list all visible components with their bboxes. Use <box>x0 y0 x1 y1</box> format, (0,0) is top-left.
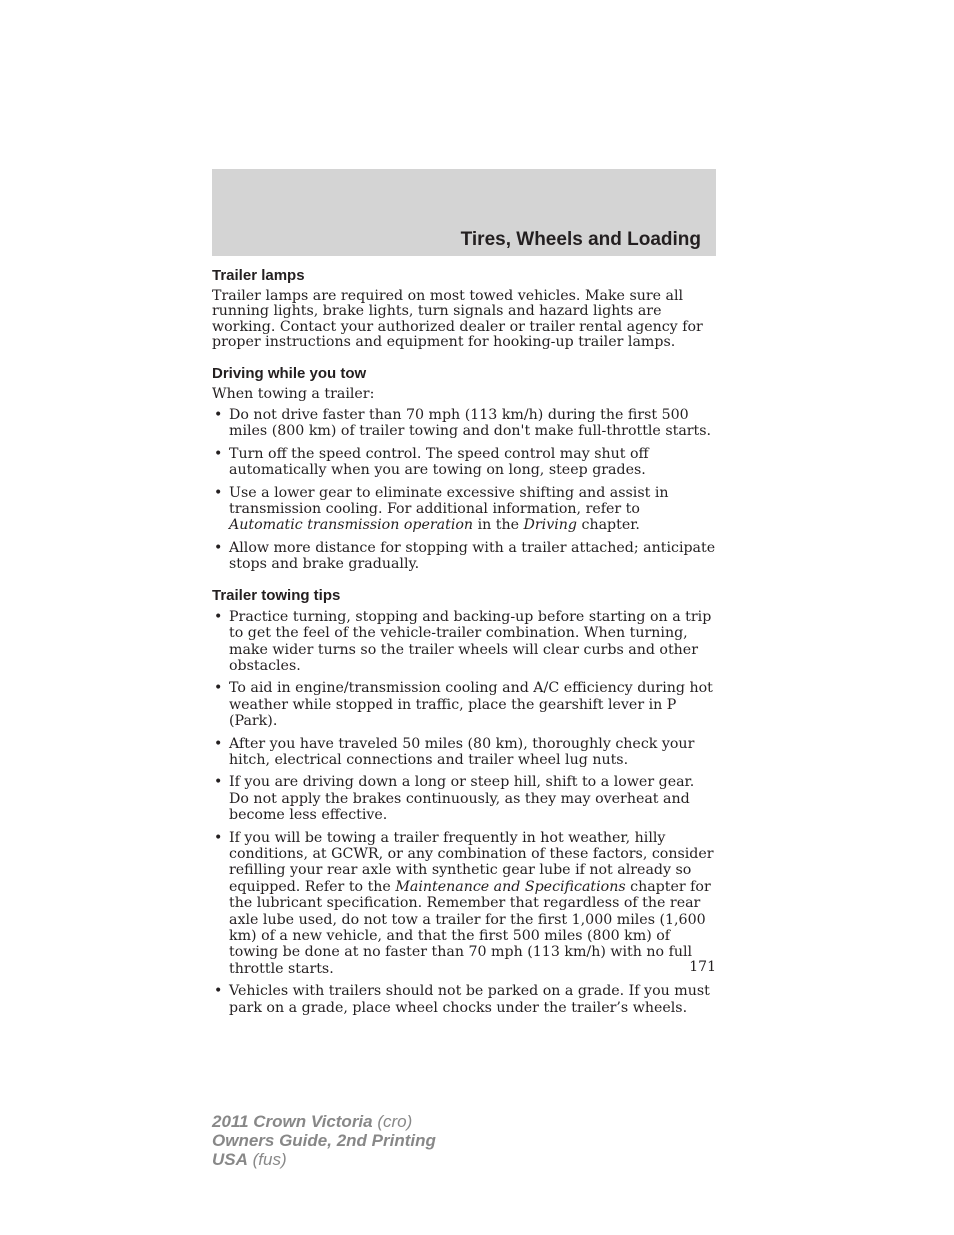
list-item: • If you are driving down a long or steep hill, shift to a lower gear. Do not apply the brakes continuously, as they may overheat and become less effective. <box>214 774 695 824</box>
bullet-icon: • <box>214 445 223 462</box>
page-number: 171 <box>689 959 716 975</box>
bullet-icon: • <box>214 608 223 625</box>
cross-reference: Maintenance and Specifications <box>395 878 626 895</box>
tips-bullet-list <box>212 609 716 1016</box>
section-driving-while-you-tow <box>212 364 716 573</box>
bullet-icon: • <box>214 983 223 1000</box>
heading-trailer-lamps: Trailer lamps <box>212 267 305 284</box>
section-trailer-lamps <box>212 266 716 351</box>
list-item: • If you will be towing a trailer frequently in hot weather, hilly conditions, at GCWR, or any combination of these factors, consider refilling your rear axle with synthetic gear lube if not already so equipped. Refer to the Maintenance and Specifications chapter for the lubricant specification. Remember that regardless of the rear axle lube used, do not tow a trailer for the first 1,000 miles (1,600 km) of a new vehicle, and that the first 500 miles (800 km) of towing be done at no faster than 70 mph (113 km/h) with no full throttle starts. <box>214 829 714 977</box>
cross-reference: Automatic transmission operation <box>229 517 474 534</box>
bullet-icon: • <box>214 484 223 501</box>
footer-line-edition: Owners Guide, 2nd Printing <box>212 1131 436 1150</box>
driving-intro: When towing a trailer: <box>212 385 375 402</box>
list-item: • To aid in engine/transmission cooling and A/C efficiency during hot weather while stopped in traffic, place the gearshift lever in P (Park). <box>214 680 713 730</box>
list-item: • Allow more distance for stopping with a trailer attached; anticipate stops and brake gradually. <box>214 539 716 573</box>
chapter-title: Tires, Wheels and Loading <box>460 229 701 250</box>
trailer-lamps-paragraph: Trailer lamps are required on most towed vehicles. Make sure all running lights, brake lights, turn signals and hazard lights are working. Contact your authorized dealer or trailer rental agency for proper instructions and equipment for hooking-up trailer lamps. <box>212 288 703 351</box>
chapter-header-band <box>212 169 716 256</box>
bullet-icon: • <box>214 829 223 846</box>
list-item: • Turn off the speed control. The speed control may shut off automatically when you are towing on long, steep grades. <box>214 445 649 479</box>
list-item: • Do not drive faster than 70 mph (113 km/h) during the first 500 miles (800 km) of trailer towing and don't make full-throttle starts. <box>214 407 712 440</box>
list-item: • Practice turning, stopping and backing-up before starting on a trip to get the feel of the vehicle-trailer combination. When turning, make wider turns so the trailer wheels will clear curbs and other obstacles. <box>214 608 712 674</box>
list-item: • Vehicles with trailers should not be parked on a grade. If you must park on a grade, place wheel chocks under the trailer’s wheels. <box>214 983 710 1016</box>
heading-driving-while-you-tow: Driving while you tow <box>212 364 367 382</box>
heading-trailer-towing-tips: Trailer towing tips <box>212 586 341 604</box>
footer-line-market: USA (fus) <box>212 1150 287 1169</box>
bullet-icon: • <box>214 539 223 556</box>
list-item: • After you have traveled 50 miles (80 km), thoroughly check your hitch, electrical connections and trailer wheel lug nuts. <box>214 735 695 768</box>
bullet-icon: • <box>214 774 223 791</box>
bullet-icon: • <box>214 407 223 424</box>
document-footer <box>212 1112 436 1169</box>
bullet-icon: • <box>214 680 223 697</box>
page-content <box>212 266 716 1029</box>
cross-reference: Driving <box>523 517 577 534</box>
driving-bullet-list <box>212 407 716 573</box>
bullet-icon: • <box>214 735 223 752</box>
footer-line-model: 2011 Crown Victoria (cro) <box>212 1112 413 1131</box>
section-trailer-towing-tips <box>212 586 716 1016</box>
list-item: • Use a lower gear to eliminate excessive shifting and assist in transmission cooling. For additional information, refer to Automatic transmission operation in the Driving chapter. <box>214 484 669 534</box>
